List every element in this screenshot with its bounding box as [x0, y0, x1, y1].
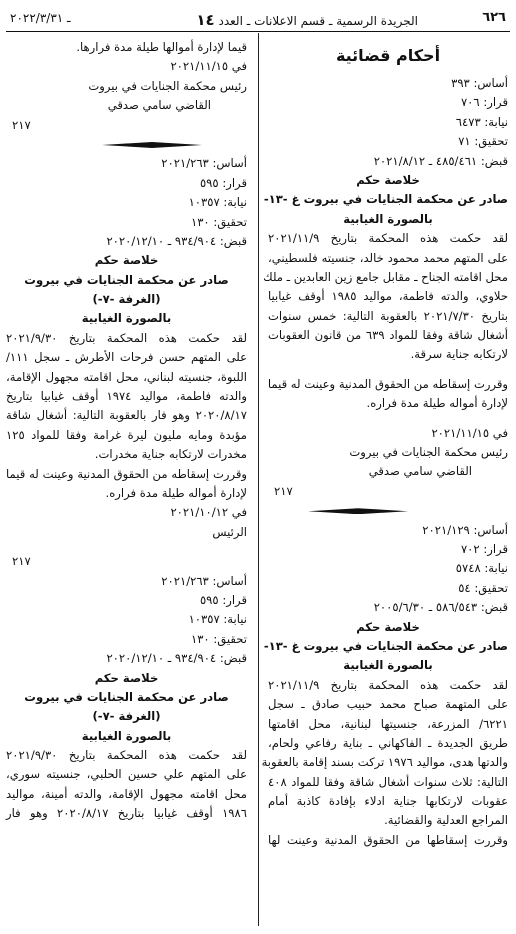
- meta-line: تحقيق: ٧١: [458, 134, 508, 149]
- court-mode: بالصورة الغيابية: [343, 211, 433, 226]
- body-line: لقد حكمت هذه المحكمة بتاريخ ٢٠٢١/٩/٣٠: [6, 330, 247, 345]
- meta-line: قرار: ٥٩٥: [199, 175, 247, 190]
- court-president: الرئيس: [212, 524, 247, 539]
- decision-line: وقررت إسقاطها من الحقوق المدنية وعينت لها: [268, 832, 508, 847]
- summary-title: خلاصة حكم: [356, 172, 420, 187]
- meta-line: قبض: ٤٨٥/٤٦١ ـ ٢٠٢١/٨/١٢: [373, 153, 508, 168]
- separator: [6, 135, 247, 154]
- body-line: محل اقامته مجهول الإقامة، والدته أمينة، مواليد: [6, 786, 247, 801]
- gazette-title-line: [196, 11, 418, 29]
- reference-number: ٢١٧: [274, 483, 293, 498]
- section-title: أحكام قضائية: [335, 46, 441, 65]
- place-date: في ٢٠٢١/١١/١٥: [170, 59, 247, 74]
- meta-line: قبض: ٩٣٤/٩٠٤ ـ ٢٠٢٠/١٢/١٠: [106, 233, 247, 248]
- court-line: صادر عن محكمة الجنايات في بيروت غ -١٣-: [263, 192, 508, 207]
- body-line: والدته فاطمة، مواليد ١٩٧٤ أوقف غيابيا بتاريخ: [6, 389, 248, 404]
- meta-line: قبض: ٩٣٤/٩٠٤ ـ ٢٠٢٠/١٢/١٠: [106, 651, 247, 666]
- body-line: طريق الجديدة ـ الفاكهاني ـ بناية رفاعي ولحام،: [268, 735, 508, 750]
- court-room: (الغرفة -٧-): [92, 292, 161, 307]
- judge-name: القاضي سامي صدقي: [368, 464, 472, 479]
- body-line: على المتهم محمد محمود خالد، جنسيته فلسطيني،: [268, 250, 508, 265]
- body-line: محل اقامته الجناح ـ مقابل جامع زين العابدين ـ ملك: [263, 269, 508, 284]
- body-line: ٦٢٢١/ المزرعة، جنسيتها لبنانية، محل اقامتها: [268, 716, 508, 731]
- separator: [268, 501, 508, 520]
- issue-date: ـ ٢٠٢٢/٣/٣١: [10, 11, 71, 25]
- body-line: مؤبدة ومايه مليون ليرة غرامة وفقا للمواد ١٢٥: [6, 427, 247, 442]
- diamond-ornament: [308, 508, 408, 514]
- body-line: التالية: ثلاث سنوات أشغال شاقة وفقا للمواد ٤٠٨: [268, 774, 508, 789]
- meta-line: نيابة: ٥٧٤٨: [455, 561, 508, 576]
- meta-line: أساس: ٢٠٢١/٢٦٣: [161, 573, 247, 588]
- meta-line: أساس: ٢٠٢١/١٢٩: [422, 522, 508, 537]
- reference-number: ٢١٧: [12, 117, 31, 132]
- meta-line: قرار: ٧٠٢: [460, 541, 508, 556]
- court-room: (الغرفة -٧-): [92, 709, 161, 724]
- reference-number: ٢١٧: [12, 554, 31, 569]
- right-column: [261, 38, 508, 850]
- court-mode: بالصورة الغيابية: [81, 311, 172, 326]
- page-header: [6, 8, 510, 30]
- meta-line: تحقيق: ١٣٠: [190, 631, 247, 646]
- body-line: عقوبات لارتكابها جناية ادلاء بإفادة كاذبة أمام: [268, 794, 508, 809]
- summary-title: خلاصة حكم: [94, 670, 159, 685]
- meta-line: نيابة: ١٠٣٥٧: [188, 195, 247, 210]
- body-line: ١٩٨٦ أوقف غيابيا بتاريخ ٢٠٢٠/٨/١٧ وهو فار: [6, 806, 247, 821]
- body-line: على المتهمة صباح محمد حبيب صادق ـ سجل: [268, 697, 508, 712]
- diamond-ornament: [102, 142, 202, 148]
- meta-line: تحقيق: ٥٤: [458, 580, 508, 595]
- body-line: المراجع العدلية والقضائية.: [384, 813, 508, 828]
- body-line: لقد حكمت هذه المحكمة بتاريخ ٢٠٢١/١١/٩: [268, 677, 508, 692]
- body-line: والدتها هدى، مواليد ١٩٧٦ تركت بسند إقامة بالعقوبة: [261, 755, 508, 770]
- meta-line: نيابة: ٦٤٧٣: [455, 114, 508, 129]
- court-president: رئيس محكمة الجنايات في بيروت: [349, 445, 508, 460]
- decision-line: وقررت إسقاطه من الحقوق المدنية وعينت له قيما: [267, 376, 508, 391]
- body-line: لقد حكمت هذه المحكمة بتاريخ ٢٠٢١/١١/٩: [268, 231, 508, 246]
- court-mode: بالصورة الغيابية: [343, 658, 433, 673]
- decision-line: وقررت إسقاطه من الحقوق المدنية وعينت له قيما: [6, 466, 247, 481]
- header-rule: [6, 31, 510, 32]
- meta-line: نيابة: ١٠٣٥٧: [188, 612, 247, 627]
- body-line: حلاوي، والدته فاطمة، مواليد ١٩٨٥ أوقف غيابيا: [268, 289, 508, 304]
- body-line: بتاريخ ٢٠٢١/٧/٣٠ بالعقوبة التالية: خمس سنوات: [268, 308, 508, 323]
- summary-title: خلاصة حكم: [356, 619, 420, 634]
- meta-line: أساس: ٣٩٣: [451, 76, 508, 90]
- decision-line: لإدارة أمواله طيلة مدة فراره.: [366, 396, 508, 411]
- gazette-title: الجريدة الرسمية ـ قسم الاعلانات ـ العدد: [218, 14, 418, 28]
- left-column: [6, 38, 247, 824]
- body-line: لقد حكمت هذه المحكمة بتاريخ ٢٠٢١/٩/٣٠: [6, 748, 247, 763]
- decision-line: لإدارة أمواله طيلة مدة فراره.: [105, 485, 247, 500]
- body-line: ٢٠٢٠/٨/١٧ وهو فار بالعقوبة التالية: أشغال شاقة: [6, 408, 247, 423]
- meta-line: تحقيق: ١٣٠: [190, 214, 247, 229]
- court-line: صادر عن محكمة الجنايات في بيروت: [24, 689, 229, 704]
- place-date: في ٢٠٢١/١٠/١٢: [170, 505, 247, 520]
- body-line: أشغال شاقة وفقا للمواد ٦٣٩ من قانون العقوبات: [268, 328, 508, 343]
- judge-name: القاضي سامي صدقي: [107, 98, 211, 113]
- column-divider: [258, 33, 259, 926]
- court-mode: بالصورة الغيابية: [81, 728, 172, 743]
- place-date: في ٢٠٢١/١١/١٥: [431, 425, 508, 440]
- court-line: صادر عن محكمة الجنايات في بيروت غ -١٣-: [263, 638, 508, 653]
- body-line: على المتهم علي حسين الحلبي، جنسيته سوري،: [6, 767, 247, 782]
- summary-title: خلاصة حكم: [94, 253, 159, 268]
- issue-number: ١٤: [196, 11, 215, 29]
- meta-line: أساس: ٢٠٢١/٢٦٣: [161, 156, 247, 171]
- court-president: رئيس محكمة الجنايات في بيروت: [88, 78, 247, 93]
- body-line: على المتهم حسن فرحات الأطرش ـ سجل ١١١/: [6, 350, 247, 365]
- meta-line: قبض: ٥٨٦/٥٤٣ ـ ٢٠٠٥/٦/٣٠: [373, 600, 508, 615]
- meta-line: قرار: ٥٩٥: [199, 592, 247, 607]
- continued-line: قيما لإدارة أموالها طيلة مدة فرارها.: [76, 40, 247, 54]
- meta-line: قرار: ٧٠٦: [460, 95, 508, 110]
- court-line: صادر عن محكمة الجنايات في بيروت: [24, 272, 229, 287]
- body-line: اللبوة، جنسيته لبناني، محل اقامته مجهول الإقامة،: [6, 369, 247, 384]
- body-line: لارتكابه جناية سرقة.: [410, 347, 508, 362]
- page-number: ٦٢٦: [482, 10, 506, 25]
- body-line: مخدرات لارتكابه جناية مخدرات.: [94, 447, 247, 462]
